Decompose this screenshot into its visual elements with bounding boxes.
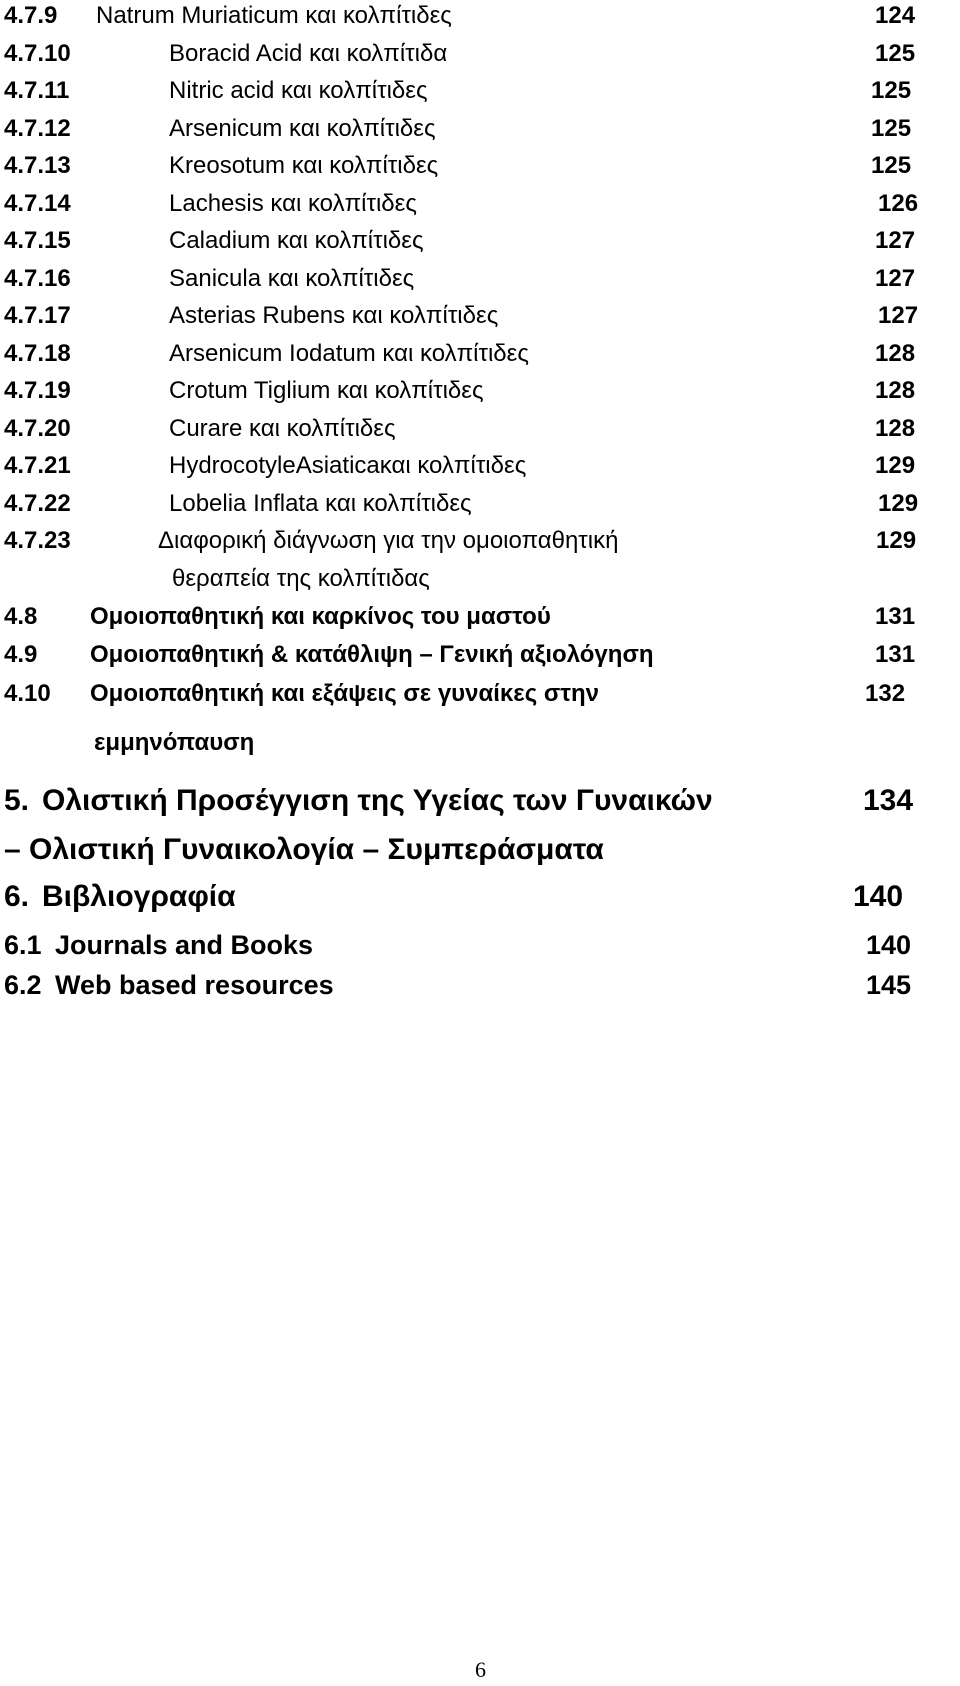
toc-entry-page: 127 xyxy=(878,302,919,329)
toc-entry-title: HydrocotyleAsiaticaκαι κολπίτιδες xyxy=(169,452,527,479)
toc-chapter-page: 140 xyxy=(853,880,904,913)
toc-entry-number: 4.7.11 xyxy=(4,77,70,104)
toc-entry-page: 128 xyxy=(875,415,916,442)
toc-entry-title: Crotum Tiglium και κολπίτιδες xyxy=(169,377,484,404)
toc-entry-page: 128 xyxy=(875,377,916,404)
toc-entry-title: Boracid Acid και κολπίτιδα xyxy=(169,40,448,67)
toc-entry-page: 129 xyxy=(875,452,916,479)
toc-entry-title: Caladium και κολπίτιδες xyxy=(169,227,424,254)
toc-entry-number: 4.7.16 xyxy=(4,265,71,292)
toc-entry-title: Curare και κολπίτιδες xyxy=(169,415,396,442)
toc-entry-number: 4.7.20 xyxy=(4,415,71,442)
toc-entry-title: Ομοιοπαθητική και καρκίνος του μαστού xyxy=(90,603,551,630)
toc-entry-page: 131 xyxy=(875,641,916,668)
toc-entry-page: 125 xyxy=(871,152,912,179)
page-number: 6 xyxy=(475,1657,486,1682)
toc-entry-page: 129 xyxy=(876,527,917,554)
toc-entry-number: 6.2 xyxy=(4,970,42,1000)
toc-entry-title: Arsenicum και κολπίτιδες xyxy=(169,115,436,142)
toc-entry-page: 127 xyxy=(875,265,916,292)
toc-entry-number: 4.7.14 xyxy=(4,190,71,217)
toc-entry-title: Lobelia Inflata και κολπίτιδες xyxy=(169,490,472,517)
toc-entry-page: 126 xyxy=(878,190,919,217)
toc-entry-title: Sanicula και κολπίτιδες xyxy=(169,265,415,292)
toc-entry-number: 4.7.21 xyxy=(4,452,71,479)
toc-entry-title: Ομοιοπαθητική και εξάψεις σε γυναίκες στην xyxy=(90,680,599,707)
toc-entry-title: Journals and Books xyxy=(55,930,314,960)
toc-entry-page: 132 xyxy=(865,680,906,707)
toc-entry-title-continuation: θεραπεία της κολπίτιδας xyxy=(172,565,430,592)
toc-entry-number: 4.7.22 xyxy=(4,490,71,517)
toc-entry-title: Lachesis και κολπίτιδες xyxy=(169,190,417,217)
toc-entry-number: 4.7.23 xyxy=(4,527,71,554)
toc-entry-page: 124 xyxy=(875,2,916,29)
toc-entry-page: 128 xyxy=(875,340,916,367)
toc-entry-page: 145 xyxy=(866,970,912,1000)
toc-entry-title: Διαφορική διάγνωση για την ομοιοπαθητική xyxy=(158,527,619,554)
toc-entry-title: Web based resources xyxy=(55,970,334,1000)
toc-entry-number: 4.7.10 xyxy=(4,40,71,67)
toc-entry-page: 140 xyxy=(866,930,912,960)
toc-chapter-number: 6. xyxy=(4,880,30,913)
toc-entry-number: 4.9 xyxy=(4,641,38,668)
toc-chapter-title: Ολιστική Προσέγγιση της Υγείας των Γυναικών xyxy=(42,784,713,817)
toc-chapter-title: Βιβλιογραφία xyxy=(42,880,236,913)
toc-entry-title-continuation: εμμηνόπαυση xyxy=(94,729,255,756)
toc-chapter-title-continuation: – Ολιστική Γυναικολογία – Συμπεράσματα xyxy=(4,833,604,866)
toc-entry-page: 125 xyxy=(871,115,912,142)
toc-chapter-number: 5. xyxy=(4,784,30,817)
toc-entry-page: 125 xyxy=(871,77,912,104)
toc-entry-number: 4.7.12 xyxy=(4,115,71,142)
toc-entry-page: 131 xyxy=(875,603,916,630)
toc-entry-title: Nitric acid και κολπίτιδες xyxy=(169,77,428,104)
toc-entry-title: Ομοιοπαθητική & κατάθλιψη – Γενική αξιολόγηση xyxy=(90,641,654,668)
toc-entry-page: 129 xyxy=(878,490,919,517)
toc-entry-number: 4.7.13 xyxy=(4,152,71,179)
toc-entry-number: 4.7.15 xyxy=(4,227,71,254)
toc-entry-title: Asterias Rubens και κολπίτιδες xyxy=(169,302,499,329)
toc-entry-number: 4.7.17 xyxy=(4,302,71,329)
toc-entry-page: 125 xyxy=(875,40,916,67)
toc-entry-title: Kreosotum και κολπίτιδες xyxy=(169,152,439,179)
toc-entry-number: 4.7.9 xyxy=(4,2,58,29)
toc-entry-title: Arsenicum Iodatum και κολπίτιδες xyxy=(169,340,529,367)
toc-entry-number: 4.7.18 xyxy=(4,340,71,367)
toc-entry-number: 6.1 xyxy=(4,930,42,960)
toc-entry-number: 4.10 xyxy=(4,680,51,707)
toc-entry-page: 127 xyxy=(875,227,916,254)
toc-entry-number: 4.7.19 xyxy=(4,377,71,404)
toc-chapter-page: 134 xyxy=(863,784,914,817)
toc-entry-title: Natrum Muriaticum και κολπίτιδες xyxy=(96,2,452,29)
toc-entry-number: 4.8 xyxy=(4,603,38,630)
